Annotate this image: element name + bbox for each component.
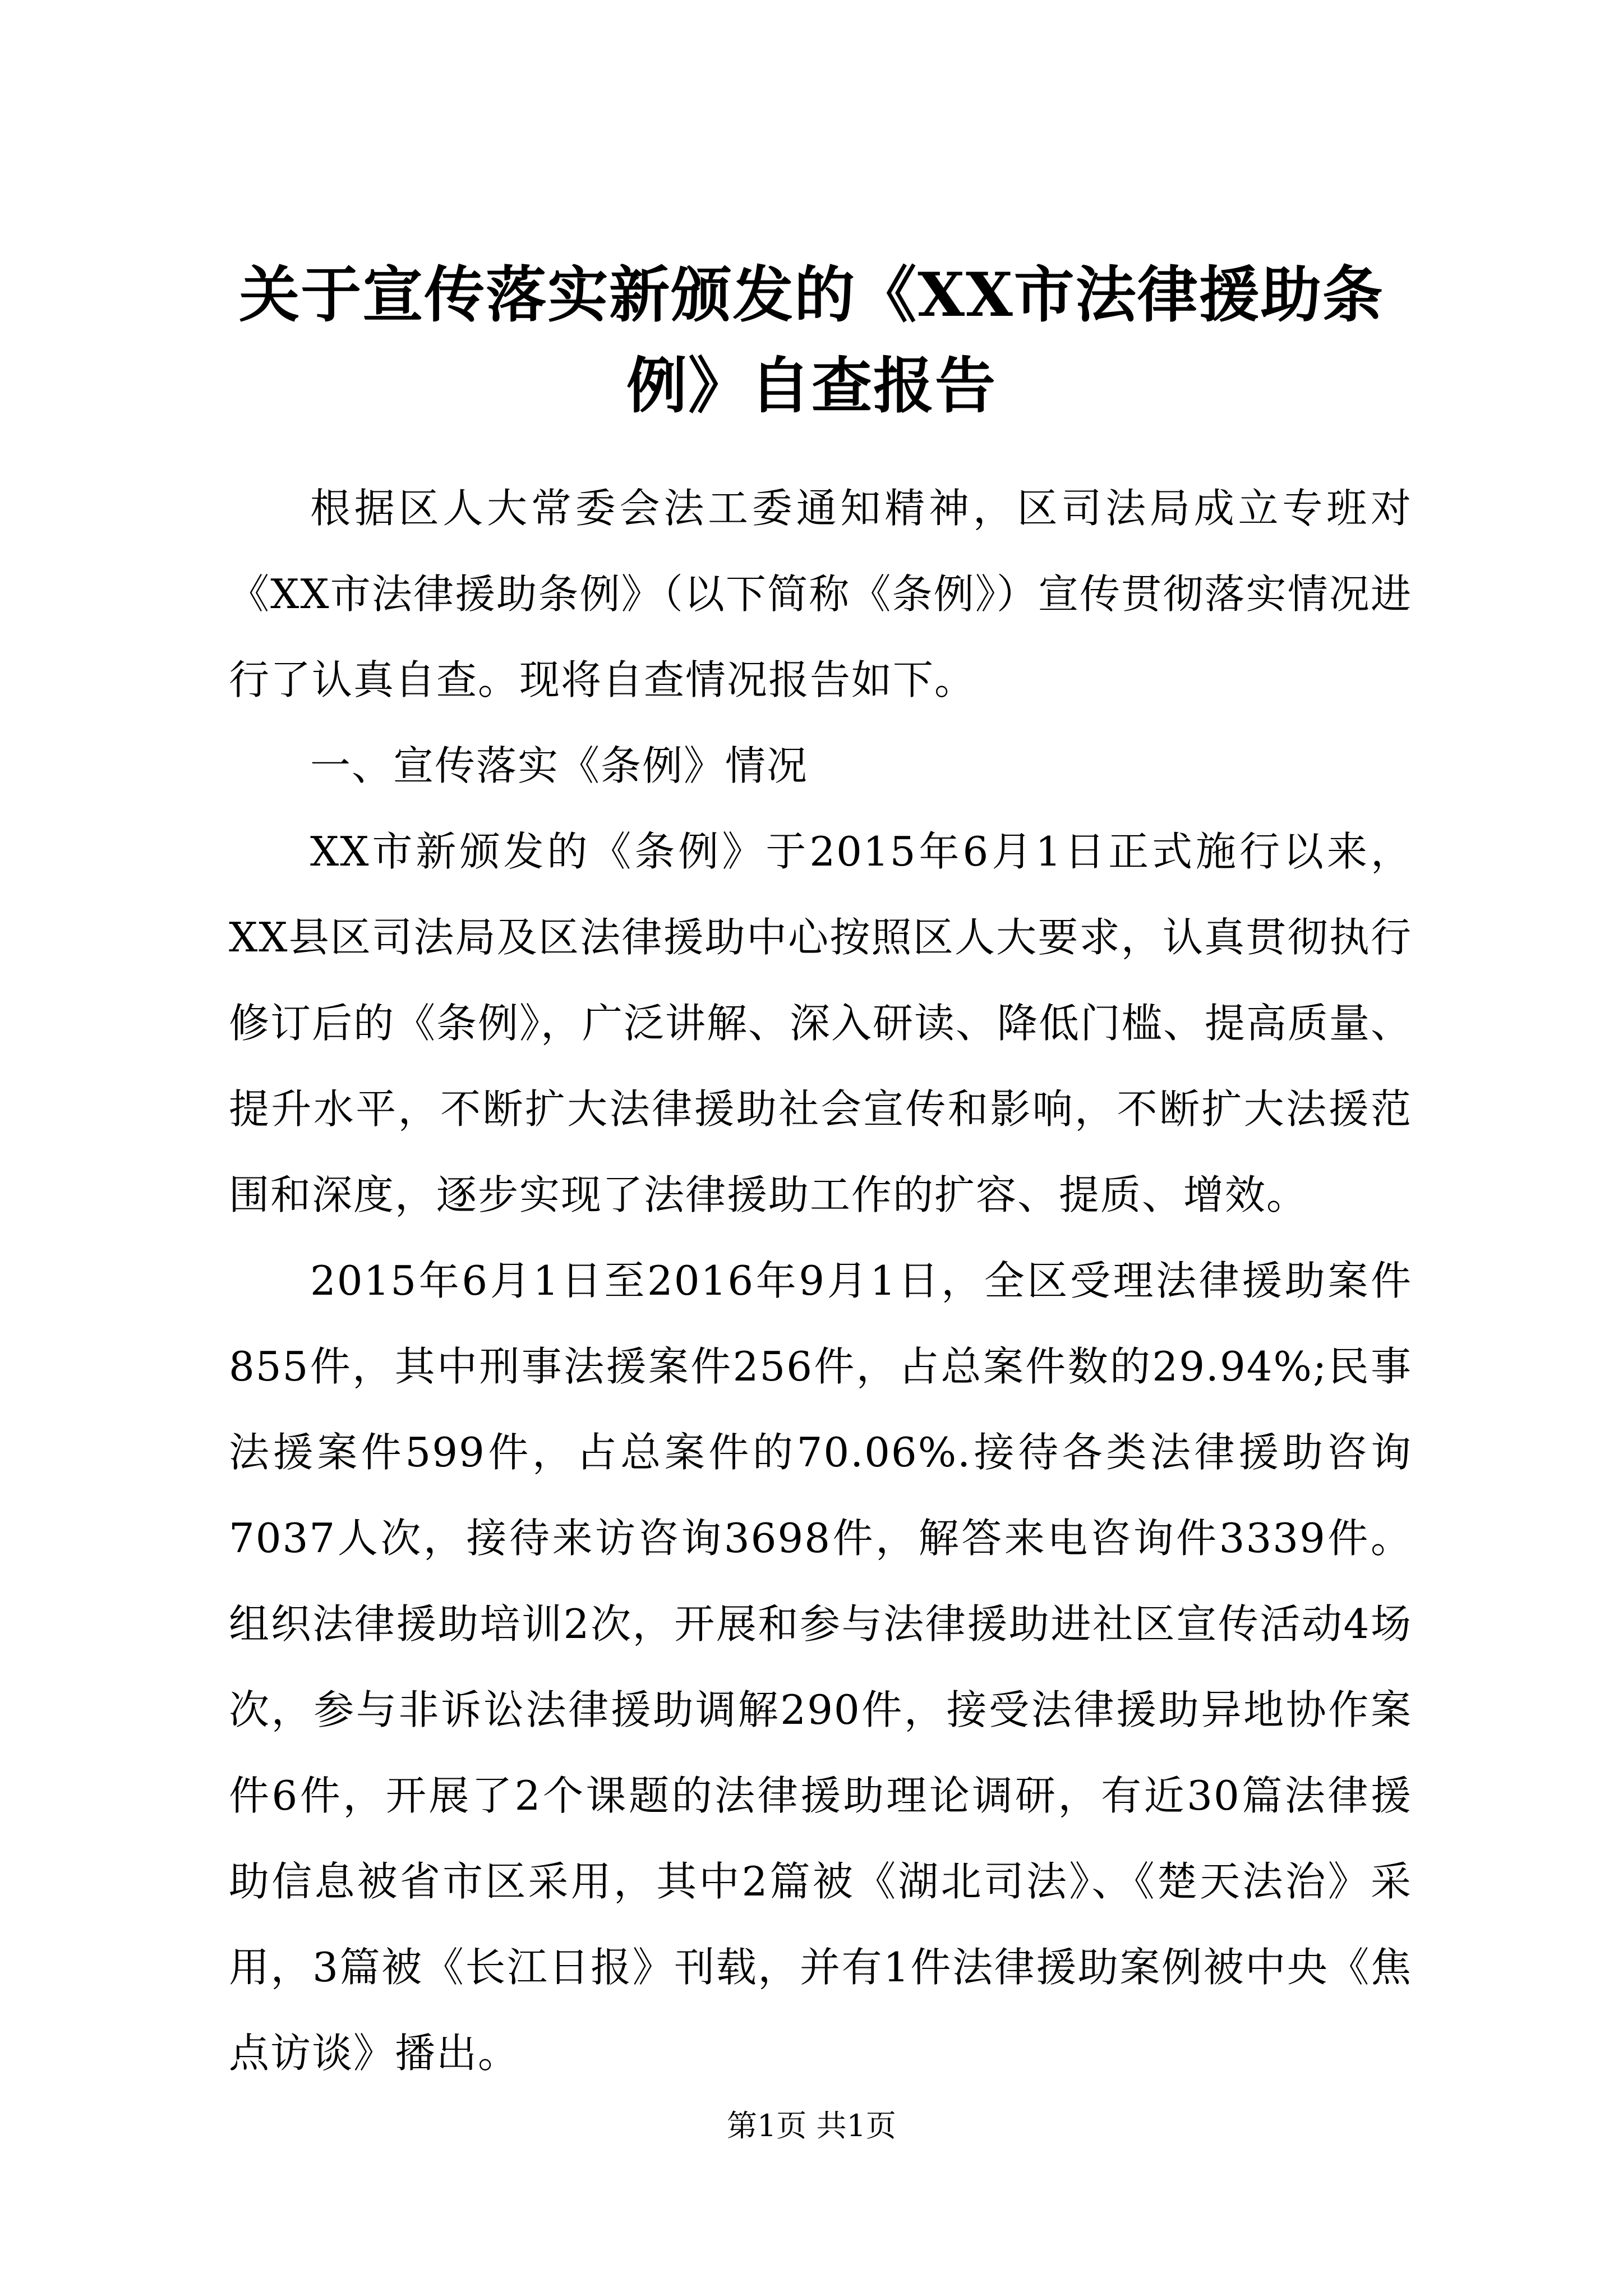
intro-paragraph: 根据区人大常委会法工委通知精神，区司法局成立专班对《XX市法律援助条例》（以下简称《条例》）宣传贯彻落实情况进行了认真自查。现将自查情况报告如下。 bbox=[229, 485, 1412, 703]
page-footer: 第1页 共1页 bbox=[727, 2108, 896, 2143]
body-paragraph: XX市新颁发的《条例》于2015年6月1日正式施行以来，XX县区司法局及区法律援助中心按照区人大要求，认真贯彻执行修订后的《条例》，广泛讲解、深入研读、降低门槛、提高质量、提升水平，不断扩大法律援助社会宣传和影响，不断扩大法援范围和深度，逐步实现了法律援助工作的扩容、提质、增效。 bbox=[229, 828, 1413, 1218]
document-title bbox=[213, 250, 1410, 431]
document-body bbox=[229, 466, 1412, 2096]
title-line-2: 例》自查报告 bbox=[626, 351, 997, 421]
section-heading: 一、宣传落实《条例》情况 bbox=[310, 742, 809, 789]
title-line-1: 关于宣传落实新颁发的《XX市法律援助条 bbox=[239, 260, 1384, 330]
statistics-paragraph: 2015年6月1日至2016年9月1日，全区受理法律援助案件855件，其中刑事法援案件256件，占总案件数的29.94%;民事法援案件599件，占总案件的70.06%.接待各类法律援助咨询7037人次，接待来访咨询3698件，解答来电咨询件3339件。组织法律援助培训2次，开展和参与法律援助进社区宣传活动4场次，参与非诉讼法律援助调解290件，接受法律援助异地协作案件6件，开展了2个课题的法律援助理论调研，有近30篇法律援助信息被省市区采用，其中2篇被《湖北司法》、《楚天法治》采用，3篇被《长江日报》刊载，并有1件法律援助案例被中央《焦点访谈》播出。 bbox=[229, 1257, 1412, 2077]
